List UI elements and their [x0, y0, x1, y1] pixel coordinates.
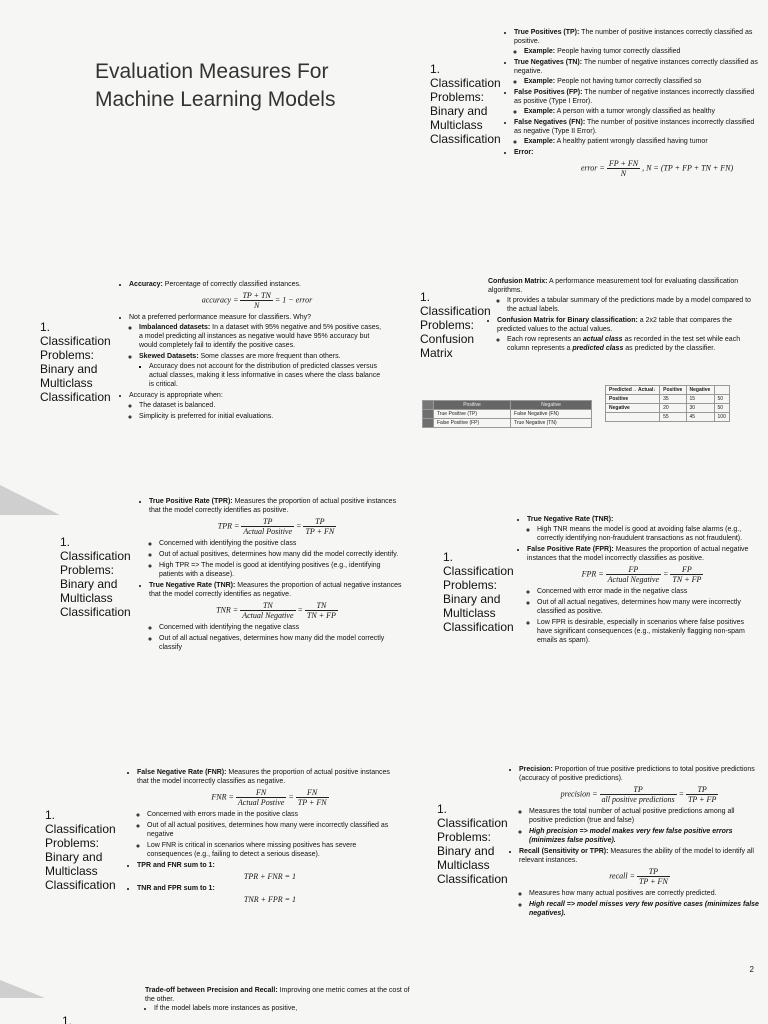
- slide-body: • False Negative Rate (FNR): Measures the proportion of actual positive instances that the model incorrectly classifies as negative. FNR = $\frac{FN}{\text{Actual Postive}}$ = $\frac{FN}{TP + FN}$ ◦ Concerned with errors made in the positive class ◦ Out of all actual positives, determines how many were incorrectly classified as negative ◦ Low FNR is critical in scenarios where missing positives has severe consequences (e.g., failing to detect a serious disease). • TPR and FNR sum to 1: TPR + FNR = 1 • TNR and FPR sum to 1: TNR + FPR = 1: [128, 768, 403, 907]
- slide-tradeoff-partial: [0, 980, 768, 1024]
- fpr-formula: FPR = $\frac{FP}{\text{Actual Negative}}$ = $\frac{FP}{TN + FP}$: [581, 565, 702, 584]
- slide-body: • Accuracy: Percentage of correctly classified instances. accuracy = $\frac{TP + TN}{N}$ = 1 − error • Not a preferred performance measure for classifiers. Why? ◦ Imbalanced datasets: In a dataset with 95% negative and 5% positive cases, a model predicting all instances as negative would have 95% accuracy but would completely fail to identify the positive cases. ◦ Skewed Datasets: Some classes are more frequent than others. ▪ Accuracy does not account for the distribution of predicted classes versus actual classes, making it less informative in cases where the class balance is critical. • Accuracy is appropriate when: ◦ The dataset is balanced. ◦ Simplicity is preferred for initial evaluations.: [120, 280, 385, 423]
- slide-body: Confusion Matrix: A performance measurement tool for evaluating classification algorithms. ◦ It provides a tabular summary of the predictions made by a model compared to the actual labels. • Confusion Matrix for Binary classification: a 2x2 table that compares the predicted values to the actual values. ◦ Each row represents an actual class as recorded in the test set while each column represents a predicted class as predicted by the classifier.: [488, 277, 758, 355]
- slide-tpr-tnr: [0, 485, 410, 740]
- slide-confusion-matrix: [400, 245, 768, 485]
- slide-fnr: [0, 740, 410, 980]
- tnr-formula: TNR = $\frac{TN}{\text{Actual Negative}}$ = $\frac{TN}{TN + FP}$: [216, 601, 336, 620]
- slide-body: • True Positives (TP): The number of positive instances correctly classified as positive. ◦ Example: People having tumor correctly classified • True Negatives (TN): The number of negative instances correctly classified as negative. ◦ Example: People not having tumor correctly classified so • False Positives (FP): The number of negative instances incorrectly classified as positive (Type I Error). ◦ Example: A person with a tumor wrongly classified as healthy • False Negatives (FN): The number of positive instances incorrectly classified as negative (Type II Error). ◦ Example: A healthy patient wrongly classified having tumor • Error: error = $\frac{FP + FN}{N}$ , N = (TP + FP + TN + FN): [505, 28, 760, 181]
- slide-body: • Precision: Proportion of true positive predictions to total positive predictions (accuracy of positive predictions). precision = $\frac{TP}{\text{all positive predictions}}$ = $\frac{TP}{TP + FP}$ ◦ Measures the total number of actual positive predictions among all positive prediction (true and false) ◦ High precision => model makes very few false positive errors (minimizes false positive). • Recall (Sensitivity or TPR): Measures the ability of the model to identify all relevant instances. recall = $\frac{TP}{TP + FN}$ ◦ Measures how many actual positives are correctly predicted. ◦ High recall => model misses very few positive cases (minimizes false negatives).: [510, 765, 760, 920]
- slide-accuracy: [0, 245, 400, 485]
- slide-body: • True Negative Rate (TNR): ◦ High TNR means the model is good at avoiding false alarms (e.g., correctly identifying non-fraudulent transactions as not fraudulent). • False Positive Rate (FPR): Measures the proportion of actual negative instances that the model incorrectly classifies as positive. FPR = $\frac{FP}{\text{Actual Negative}}$ = $\frac{FP}{TN + FP}$ ◦ Concerned with error made in the negative class ◦ Out of all actual negatives, determines how many were incorrectly classified as positive. ◦ Low FPR is desirable, especially in scenarios where false positives have significant consequences (e.g., mistakenly flagging non-spam emails as spam).: [518, 515, 758, 647]
- deck-title-line2: Machine Learning Models: [95, 88, 336, 111]
- page-number: 2: [749, 965, 754, 974]
- tpr-fnr-sum-formula: TPR + FNR = 1: [243, 872, 297, 881]
- confusion-matrix-template: Positive Negative True Positive (TP) False Negative (FN) False Positive (FP) True Negative (TN): [422, 400, 592, 428]
- slide-body: • True Positive Rate (TPR): Measures the proportion of actual positive instances that the model correctly identifies as positive. TPR = $\frac{TP}{\text{Actual Positive}}$ = $\frac{TP}{TP + FN}$ ◦ Concerned with identifying the positive class ◦ Out of actual positives, determines how many did the model correctly identify. ◦ High TPR => The model is good at identifying positives (e.g., identifying patients with a disease). • True Negative Rate (TNR): Measures the proportion of actual negative instances that the model correctly identifies as negative. TNR = $\frac{TN}{\text{Actual Negative}}$ = $\frac{TN}{TN + FP}$ ◦ Concerned with identifying the negative class ◦ Out of all actual negatives, determines how many did the model correctly classify: [140, 497, 405, 654]
- slide-section-label: 1. Classification Problems: Binary and Multiclass Classification: [437, 802, 508, 886]
- slide-section-label: 1. Classification Problems: Binary and Multiclass Classification: [60, 535, 131, 619]
- slide-precision-recall: [410, 740, 768, 980]
- deck-title: [95, 58, 395, 114]
- recall-formula: recall = $\frac{TP}{TP + FN}$: [609, 867, 668, 886]
- error-formula: error = $\frac{FP + FN}{N}$ , N = (TP + FP + TN + FN): [580, 159, 734, 178]
- deck-title-line1: Evaluation Measures For: [95, 60, 329, 83]
- fnr-formula: FNR = $\frac{FN}{\text{Actual Postive}}$ = $\frac{FN}{TP + FN}$: [211, 788, 327, 807]
- slide-body: Trade-off between Precision and Recall: Improving one metric comes at the cost of the other. • If the model labels more instances as positive,: [145, 986, 415, 1015]
- slide-section-label: 1. Classification Problems: Binary and Multiclass Classification: [430, 62, 501, 146]
- slide-tnr-fpr: [410, 485, 768, 740]
- page-fold-shadow: [0, 485, 60, 515]
- page-fold-shadow: [0, 980, 45, 998]
- tnr-fpr-sum-formula: TNR + FPR = 1: [243, 895, 297, 904]
- slide-section-label: 1.: [62, 1014, 73, 1024]
- slide-section-label: 1. Classification Problems: Binary and Multiclass Classification: [40, 320, 111, 404]
- slide-section-label: 1. Classification Problems: Binary and Multiclass Classification: [443, 550, 514, 634]
- title-slide: [0, 0, 400, 245]
- tpr-formula: TPR = $\frac{TP}{\text{Actual Positive}}$ = $\frac{TP}{TP + FN}$: [217, 517, 335, 536]
- slide-confusion-terms: [400, 0, 768, 245]
- accuracy-formula: accuracy = $\frac{TP + TN}{N}$ = 1 − error: [201, 291, 313, 310]
- confusion-matrix-example: Predicted→ Actual↓ Positive Negative Positive 35 15 50 Negative 20 30 50 55 45 100: [605, 385, 730, 422]
- slide-section-label: 1. Classification Problems: Confusion Matrix: [420, 290, 491, 360]
- slide-section-label: 1. Classification Problems: Binary and Multiclass Classification: [45, 808, 116, 892]
- precision-formula: precision = $\frac{TP}{\text{all positive predictions}}$ = $\frac{TP}{TP + FP}$: [560, 785, 717, 804]
